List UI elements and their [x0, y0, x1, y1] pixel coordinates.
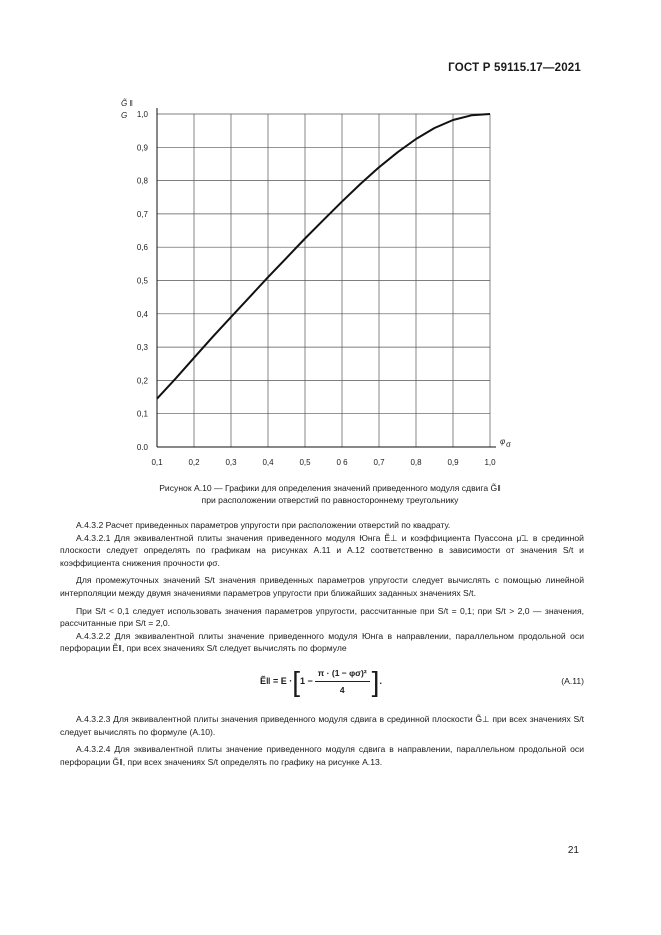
formula-one-minus: 1 −: [300, 676, 313, 687]
formula-bracket-right: ]: [371, 665, 380, 697]
y-tick-label: 0.0: [136, 443, 148, 452]
x-tick-label: 0,3: [225, 458, 237, 467]
body-text: [60, 519, 584, 768]
y-tick-label: 0,5: [136, 276, 148, 286]
paragraph-interpolation: Для промежуточных значений S/t значения приведенных параметров упругости следует вычислять с помощью линейной интерполяции между двумя значениями параметров упругости при ближайших заданных значениях S/t.: [60, 575, 584, 598]
formula-lhs: Ẽǁ = E ·: [260, 676, 293, 687]
paragraph-a4-3-2-4: А.4.3.2.4 Для эквивалентной плиты значение приведенного модуля сдвига в направлении, параллельном продольной оси перфорации G̃ǁ, при всех значениях S/t определять по графику на рисунке А.13.: [60, 744, 584, 767]
x-tick-label: 0,1: [151, 458, 163, 467]
formula-body: [260, 667, 382, 696]
x-tick-label: 0,4: [262, 458, 274, 467]
x-tick-label: 0,5: [299, 458, 311, 467]
y-tick-label: 0,2: [136, 376, 148, 386]
formula-fraction: [315, 667, 370, 696]
formula-number: (А.11): [561, 675, 584, 686]
y-tick-label: 0,4: [136, 309, 148, 319]
series-line-curve: [157, 114, 490, 399]
y-tick-label: 0,9: [136, 143, 148, 153]
figure-caption: [60, 482, 600, 506]
y-tick-label: 0,3: [136, 343, 148, 353]
x-tick-label: 0,9: [447, 458, 459, 467]
x-axis-label: φ: [500, 437, 506, 446]
y-axis-label-bottom: G: [121, 111, 128, 120]
y-tick-label: 0,6: [136, 243, 148, 253]
formula-denominator: 4: [339, 684, 345, 695]
formula-numerator: π · (1 − φσ)²: [315, 667, 370, 682]
y-tick-label: 1,0: [136, 110, 148, 119]
paragraph-a4-3-2-3: А.4.3.2.3 Для эквивалентной плиты значения приведенного модуля сдвига в срединной плоскости G̃⊥ при всех значениях S/t следует вычислять по формуле (А.10).: [60, 713, 584, 737]
chart-svg: [100, 92, 540, 482]
paragraph-a4-3-2: А.4.3.2 Расчет приведенных параметров упругости при расположении отверстий по квадрату.: [76, 520, 451, 530]
formula-end: .: [379, 676, 382, 687]
y-tick-label: 0,7: [136, 209, 148, 219]
x-tick-label: 0,8: [410, 458, 422, 467]
x-tick-label: 1,0: [484, 458, 496, 467]
paragraph-a4-3-2-2: А.4.3.2.2 Для эквивалентной плиты значение приведенного модуля Юнга в направлении, параллельном продольной оси перфорации Ẽǁ, при всех значениях S/t следует вычислять по формуле: [60, 630, 584, 654]
x-tick-label: 0 6: [336, 458, 348, 467]
paragraph-a4-3-2-1: А.4.3.2.1 Для эквивалентной плиты значения приведенного модуля Юнга Ẽ⊥ и коэффициента Пуассона μ̃⊥ в срединной плоскости следует определять по графикам на рисунках А.11 и А.12 соответственно в зависимости от значения S/t и коэффициента снижения прочности φσ.: [60, 532, 584, 568]
paragraph-limits: При S/t < 0,1 следует использовать значения параметров упругости, рассчитанные при S/t = 0,1; при S/t > 2,0 — значения, рассчитанные при S/t = 2,0.: [60, 605, 584, 629]
caption-line-2: при расположении отверстий по равностороннему треугольнику: [201, 495, 459, 505]
x-axis-label-subscript: σ: [506, 440, 511, 449]
y-tick-label: 0,8: [136, 176, 148, 186]
page-number: 21: [567, 845, 579, 856]
x-tick-label: 0,2: [188, 458, 200, 467]
y-tick-label: 0,1: [136, 409, 148, 419]
y-axis-label-top: G̃ ǁ: [121, 99, 133, 108]
x-tick-label: 0,7: [373, 458, 385, 467]
formula-bracket-left: [: [292, 665, 301, 697]
chart-figure: [100, 92, 540, 482]
formula-a11: [60, 661, 584, 703]
caption-line-1: Рисунок А.10 — Графики для определения значений приведенного модуля сдвига G̃ǁ: [159, 483, 501, 493]
document-code: ГОСТ Р 59115.17—2021: [448, 62, 581, 74]
